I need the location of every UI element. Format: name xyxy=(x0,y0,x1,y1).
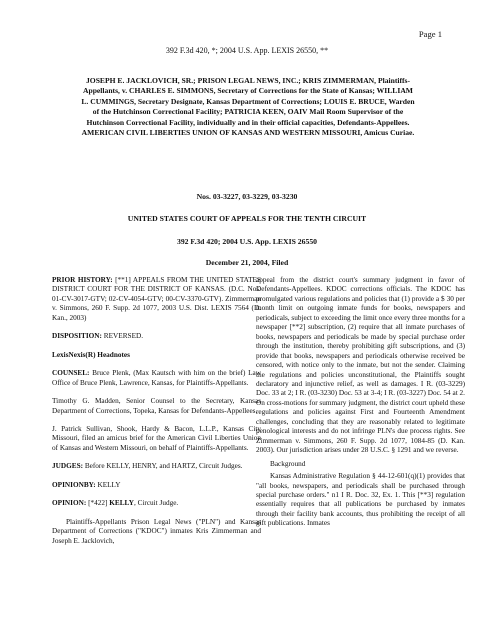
headnotes-link[interactable]: LexisNexis(R) Headnotes xyxy=(52,350,130,359)
opinion-by xyxy=(52,481,261,490)
counsel-amicus: J. Patrick Sullivan, Shook, Hardy & Bacon, L.L.P., Kansas City Missouri, filed an amicus brief for the American Civil Liberties Union of Kansas and Western Missouri, on behalf of Plaintiffs-Appellants. xyxy=(52,424,261,452)
background-heading: Background xyxy=(270,459,306,468)
background-paragraph: Kansas Administrative Regulation § 44-12-601(q)(1) provides that "all books, newspapers, and periodicals shall be purchased through special purchase orders." n1 I R. Doc. 32, Ex. 1. This [**3] regulation essentially requires that all publications be purchased by inmates through their facility bank accounts, thus prohibiting the receipt of all gift publications. Inmates xyxy=(256,472,465,528)
opinion-label: OPINION: xyxy=(52,499,87,508)
date-filed: December 21, 2004, Filed xyxy=(205,258,289,267)
judges-label: JUDGES: xyxy=(52,462,84,471)
prior-history-text: [**1] APPEALS FROM THE UNITED STATES DISTRICT COURT FOR THE DISTRICT OF KANSAS. (D.C. Nos. 01-CV-3017-GTV; 02-CV-4054-GTV; 00-CV-3370-GTV). Zimmerman v. Simmons, 260 F. Supp. 2d 1077, 2003 U.S. Dist. LEXIS 7564 (D. Kan., 2003) xyxy=(52,276,261,322)
opinion-post: , Circuit Judge. xyxy=(133,499,179,508)
right-column xyxy=(256,276,465,538)
disposition-text: REVERSED. xyxy=(101,332,144,341)
reporter-citation: 392 F.3d 420; 2004 U.S. App. LEXIS 26550 xyxy=(176,237,318,246)
judges xyxy=(52,462,261,471)
opinion-judge: KELLY xyxy=(109,499,134,508)
counsel-text: Bruce Plenk, (Max Kautsch with him on the brief) Law Office of Bruce Plenk, Lawrence, Kansas, for Plaintiffs-Appellants. xyxy=(52,369,261,387)
disposition xyxy=(52,332,261,341)
docket-numbers: Nos. 03-3227, 03-3229, 03-3230 xyxy=(196,192,298,201)
left-column xyxy=(52,276,261,555)
page-number: Page 1 xyxy=(418,29,442,39)
opinion-paragraph-continued: appeal from the district court's summary judgment in favor of Defendants-Appellees. KDOC corrections officials. The KDOC has promulgated various regulations and policies that (1) provide a $ 30 per month limit on outgoing inmate funds for books, newspapers and periodicals, subject to exceeding the limit once every three months for a newspaper [**2] subscription, (2) require that all inmate purchases of books, newspapers and periodicals be made by special purchase order through the institution, thereby prohibiting gift subscriptions, and (3) provide that books, newspapers and periodicals otherwise received be censored, with notice only to the inmate, but not the sender. Claiming the regulations and policies unconstitutional, the Plaintiffs sought declaratory and injunctive relief, as well as damages. I R. (03-3229) Doc. 33 at 2; I R. (03-3230) Doc. 53 at 3-4; I R. (03-3227) Doc. 54 at 2. On cross-motions for summary judgment, the district court upheld these regulations and policies against First and Fourteenth Amendment challenges, concluding that they are reasonably related to legitimate penological interests and do not infringe PLN's due process rights. See Zimmerman v. Simmons, 260 F. Supp. 2d 1077, 1084-85 (D. Kan. 2003). Our jurisdiction arises under 28 U.S.C. § 1291 and we reverse. xyxy=(256,276,466,455)
court-name: UNITED STATES COURT OF APPEALS FOR THE TENTH CIRCUIT xyxy=(127,214,367,223)
counsel-appellees: Timothy G. Madden, Senior Counsel to the Secretary, Kansas Department of Corrections, Topeka, Kansas for Defendants-Appellees. xyxy=(52,397,261,415)
opinion-heading xyxy=(52,499,261,508)
opinion-paragraph: Plaintiffs-Appellants Prison Legal News ("PLN") and Kansas Department of Corrections ("KDOC") inmates Kris Zimmerman and Joseph E. Jacklovich, xyxy=(52,517,261,545)
opinion-pre: [*422] xyxy=(86,499,110,508)
prior-history-label: PRIOR HISTORY: xyxy=(52,276,113,284)
counsel-appellants xyxy=(52,369,261,388)
opinionby-label: OPINIONBY: xyxy=(52,480,96,489)
prior-history xyxy=(52,276,261,323)
case-parties: JOSEPH E. JACKLOVICH, SR.; PRISON LEGAL NEWS, INC.; KRIS ZIMMERMAN, Plaintiffs-Appellants, v. CHARLES E. SIMMONS, Secretary of Corrections for the State of Kansas; WILLIAM L. CUMMINGS, Secretary Designate, Kansas Department of Corrections; LOUIS E. BRUCE, Warden of the Hutchinson Correctional Facility; PATRICIA KEEN, OAIV Mail Room Supervisor of the Hutchinson Correctional Facility, individually and in their official capacities, Defendants-Appellees. AMERICAN CIVIL LIBERTIES UNION OF KANSAS AND WESTERN MISSOURI, Amicus Curiae. xyxy=(81,76,415,138)
citation-header: 392 F.3d 420, *; 2004 U.S. App. LEXIS 26550, ** xyxy=(165,46,329,55)
judges-text: Before KELLY, HENRY, and HARTZ, Circuit Judges. xyxy=(83,462,243,471)
counsel-label: COUNSEL: xyxy=(52,369,90,378)
disposition-label: DISPOSITION: xyxy=(52,332,102,341)
opinionby-text: KELLY xyxy=(95,480,121,489)
